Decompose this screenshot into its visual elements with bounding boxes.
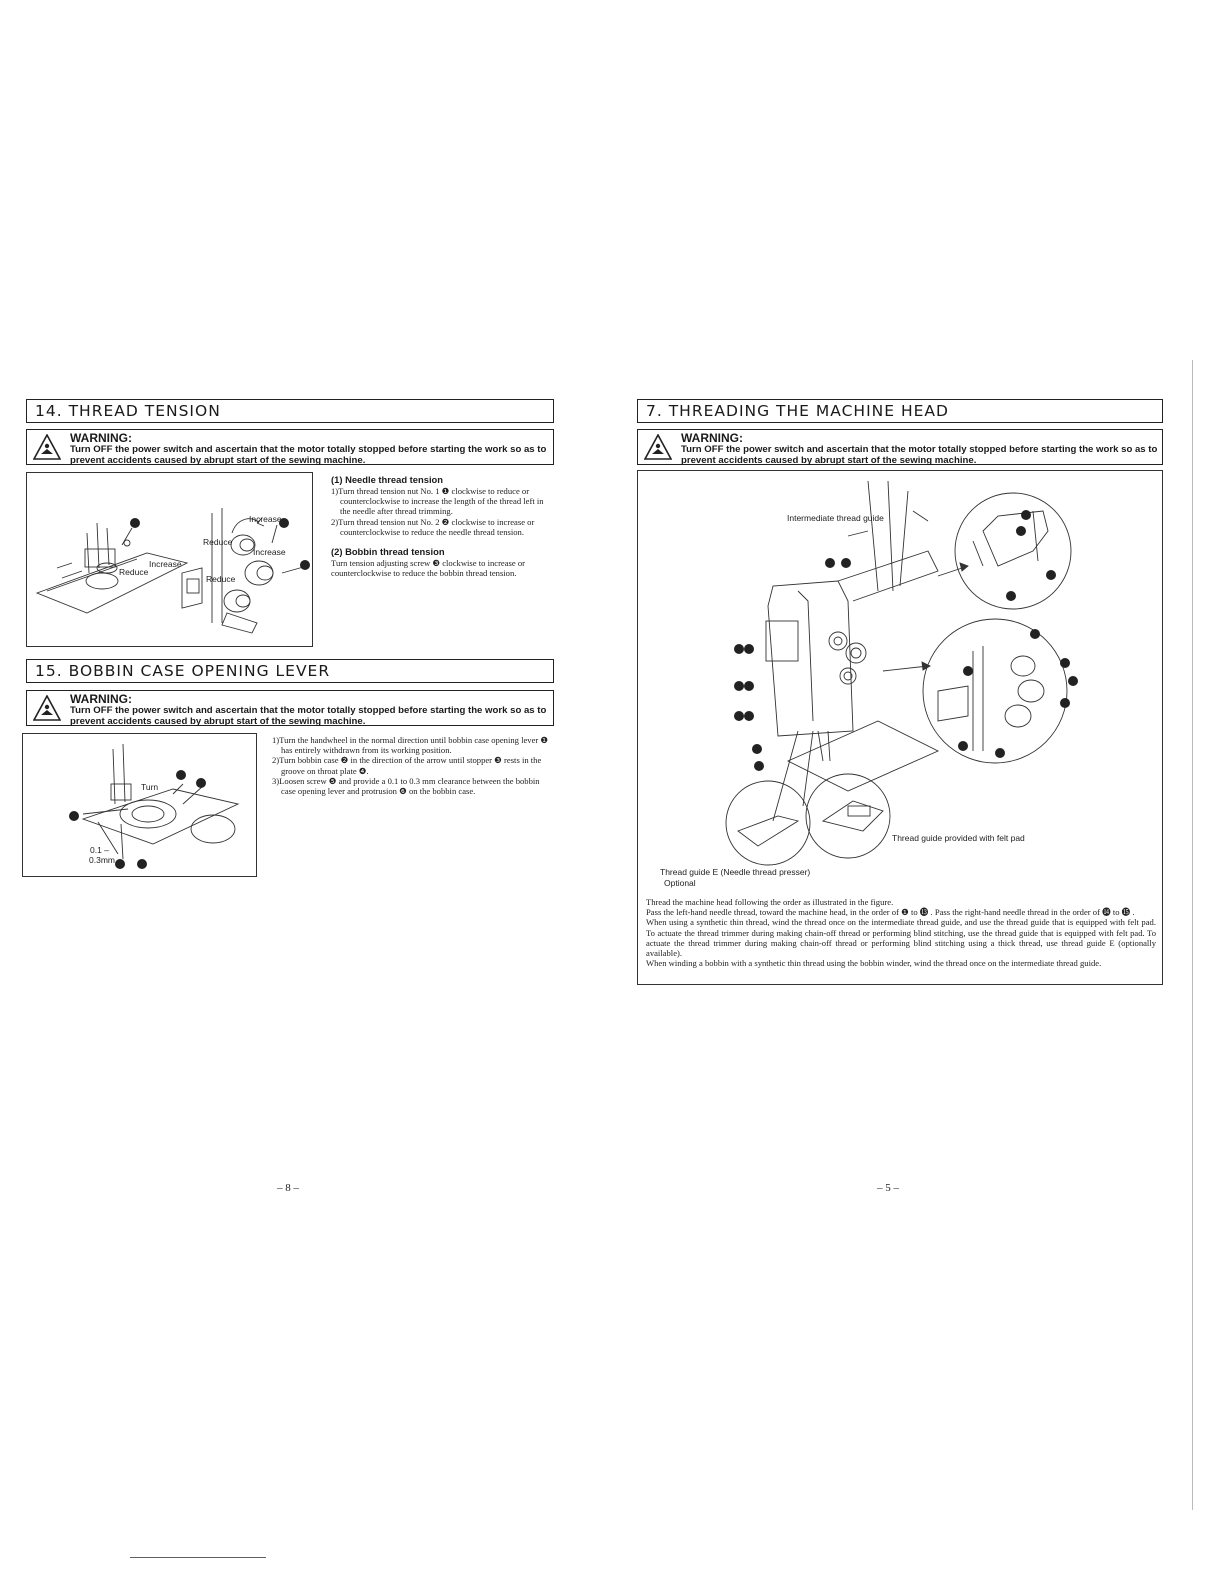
threading-para-2: Pass the left-hand needle thread, toward the machine head, in the order of ❶ to ⓭ . Pass the right-hand needle thread in the order of ⓮ to ⓯ . bbox=[646, 907, 1135, 918]
label-clearance-2: 0.3mm bbox=[89, 855, 115, 865]
page-number-right: – 5 – bbox=[877, 1182, 899, 1194]
page-number-left: – 8 – bbox=[277, 1182, 299, 1194]
thread-tension-figure bbox=[26, 472, 313, 647]
threading-figure-box bbox=[637, 470, 1163, 985]
label-increase-1: Increase bbox=[249, 514, 282, 524]
threading-instructions bbox=[646, 897, 1156, 968]
section-7-warning bbox=[637, 429, 1163, 465]
warning-heading: WARNING: bbox=[70, 431, 132, 445]
warning-heading: WARNING: bbox=[70, 692, 132, 706]
warning-text: Turn OFF the power switch and ascertain that the motor totally stopped before starting the work so as to prevent accidents caused by abrupt start of the sewing machine. bbox=[681, 444, 1158, 466]
bobbin-step-1: 1)Turn the handwheel in the normal direction until bobbin case opening lever ❶ has entirely withdrawn from its working position. bbox=[272, 735, 549, 756]
bobbin-illustration bbox=[23, 734, 256, 876]
label-turn: Turn bbox=[141, 782, 159, 792]
label-felt-pad-guide: Thread guide provided with felt pad bbox=[892, 833, 1025, 843]
warning-triangle-icon bbox=[33, 695, 61, 721]
threading-illustration bbox=[638, 471, 1162, 891]
section-15-text bbox=[272, 735, 553, 796]
label-optional: Optional bbox=[664, 878, 696, 888]
section-15-warning bbox=[26, 690, 554, 726]
section-14-title: 14. THREAD TENSION bbox=[26, 399, 554, 423]
bobbin-step-3: 3)Loosen screw ❺ and provide a 0.1 to 0.3 mm clearance between the bobbin case opening lever and protrusion ❻ on the bobbin case. bbox=[272, 775, 540, 797]
label-thread-guide-e: Thread guide E (Needle thread presser) bbox=[660, 867, 811, 877]
bobbin-tension-text: Turn tension adjusting screw ❸ clockwise to increase or counterclockwise to reduce the bobbin thread tension. bbox=[331, 558, 526, 579]
needle-thread-tension-heading: (1) Needle thread tension bbox=[331, 474, 444, 485]
threading-para-4: When winding a bobbin with a synthetic thin thread using the bobbin winder, wind the thread once on the intermediate thread guide. bbox=[646, 958, 1102, 969]
needle-step-2: 2)Turn thread tension nut No. 2 ❷ clockwise to increase or counterclockwise to reduce the needle thread tension. bbox=[331, 516, 535, 537]
section-15-title: 15. BOBBIN CASE OPENING LEVER bbox=[26, 659, 554, 683]
label-reduce-3: Reduce bbox=[206, 574, 236, 584]
warning-text: Turn OFF the power switch and ascertain that the motor totally stopped before starting the work so as to prevent accidents caused by abrupt start of the sewing machine. bbox=[70, 444, 547, 466]
bobbin-thread-tension-heading: (2) Bobbin thread tension bbox=[331, 546, 445, 558]
section-14-warning bbox=[26, 429, 554, 465]
warning-triangle-icon bbox=[644, 434, 672, 460]
section-7-title: 7. THREADING THE MACHINE HEAD bbox=[637, 399, 1163, 423]
label-increase-2: Increase bbox=[253, 547, 286, 557]
warning-text: Turn OFF the power switch and ascertain that the motor totally stopped before starting the work so as to prevent accidents caused by abrupt start of the sewing machine. bbox=[70, 705, 547, 727]
bottom-link-line bbox=[130, 1557, 266, 1558]
label-clearance-1: 0.1 – bbox=[90, 845, 109, 855]
label-increase-3: Increase bbox=[149, 559, 182, 569]
bobbin-step-2: 2)Turn bobbin case ❷ in the direction of the arrow until stopper ❸ rests in the groove on throat plate ❹. bbox=[272, 755, 542, 776]
warning-triangle-icon bbox=[33, 434, 61, 460]
threading-para-1: Thread the machine head following the order as illustrated in the figure. bbox=[646, 897, 894, 907]
warning-heading: WARNING: bbox=[681, 431, 743, 445]
label-intermediate-thread-guide: Intermediate thread guide bbox=[787, 513, 884, 523]
label-reduce-1: Reduce bbox=[203, 537, 233, 547]
scan-edge-line bbox=[1192, 360, 1193, 1510]
needle-step-1: 1)Turn thread tension nut No. 1 ❶ clockwise to reduce or counterclockwise to increase the length of the thread left in the needle after thread trimming. bbox=[331, 486, 544, 517]
threading-para-3: When using a synthetic thin thread, wind the thread once on the intermediate thread guide, and use the thread guide that is equipped with felt pad. To actuate the thread trimmer during making chain-off thread or performing blind stitching, use the thread guide that is equipped with felt pad. To actuate the thread trimmer during making chain-off thread or performing blind stitching using a thick thread, use thread guide E (optionally available). bbox=[646, 917, 1156, 959]
label-reduce-2: Reduce bbox=[119, 567, 149, 577]
bobbin-lever-figure bbox=[22, 733, 257, 877]
section-14-text bbox=[331, 474, 553, 578]
